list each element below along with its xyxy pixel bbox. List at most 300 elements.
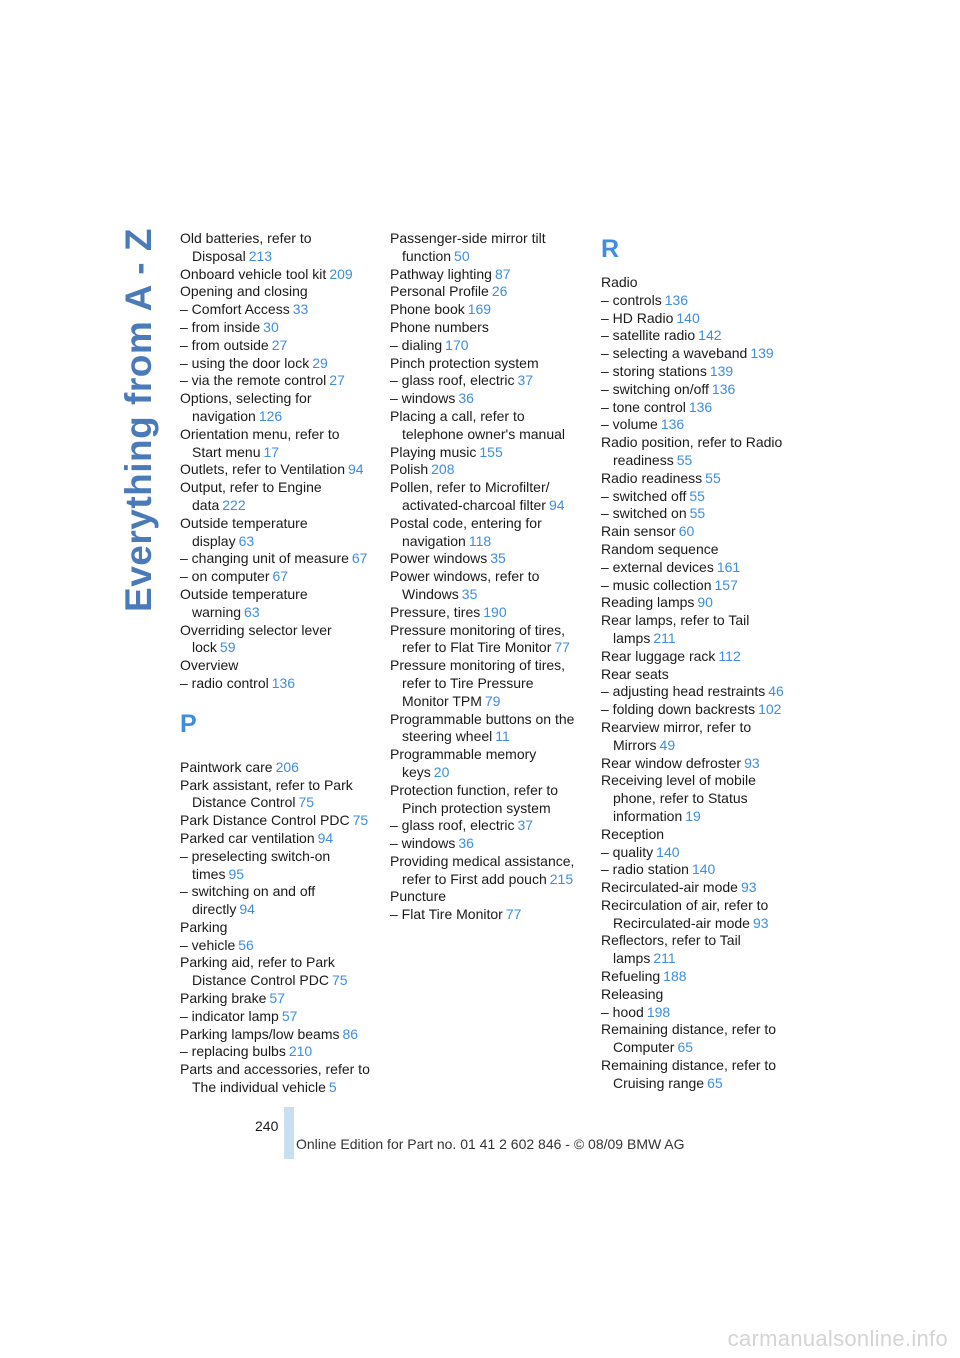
entry-text: Recirculation of air, refer to — [601, 896, 769, 913]
entry-text: Parts and accessories, refer to — [180, 1061, 370, 1078]
page-reference-link[interactable]: 94 — [239, 901, 255, 918]
index-entry — [601, 719, 801, 755]
index-subentry — [390, 390, 590, 408]
entry-text: Overriding selector lever — [180, 621, 332, 638]
page-reference-link[interactable]: 49 — [659, 736, 676, 753]
page-reference-link[interactable]: 118 — [468, 532, 492, 549]
entry-text: Pinch protection system — [402, 799, 551, 816]
page-reference-link[interactable]: 75 — [298, 794, 315, 811]
entry-text: – folding down backrests — [601, 701, 756, 718]
index-entry — [180, 479, 380, 515]
index-entry — [601, 932, 801, 968]
entry-text: telephone owner's manual — [402, 425, 566, 442]
entry-text: Parking aid, refer to Park — [180, 954, 335, 971]
entry-text: refer to Tire Pressure — [402, 674, 534, 691]
entry-text: Polish — [390, 461, 429, 478]
page-reference-link[interactable]: 142 — [698, 327, 722, 344]
entry-text: Parked car ventilation — [180, 829, 315, 846]
page-reference-link[interactable]: 215 — [549, 870, 574, 887]
side-section-title: Everything from A - Z — [118, 228, 159, 612]
index-subentry — [180, 1008, 380, 1026]
page-reference-link[interactable]: 35 — [490, 550, 506, 567]
entry-text: – external devices — [601, 558, 714, 575]
entry-text: Rain sensor — [601, 523, 676, 540]
entry-text: display — [192, 532, 236, 549]
index-entry — [390, 319, 590, 337]
entry-text: – windows — [390, 835, 456, 852]
entry-text: Programmable memory — [390, 746, 537, 763]
page-reference-link[interactable]: 5 — [328, 1079, 337, 1096]
page-reference-link[interactable]: 36 — [458, 390, 474, 407]
index-entry — [180, 830, 380, 848]
entry-text: Orientation menu, refer to — [180, 425, 340, 442]
index-entry — [390, 461, 590, 479]
index-entry — [180, 266, 380, 284]
page-reference-link[interactable]: 211 — [653, 950, 676, 967]
entry-text: – Flat Tire Monitor — [390, 906, 503, 923]
entry-text: – radio control — [180, 674, 269, 691]
index-entry — [390, 746, 590, 782]
section-letter-p: P — [180, 709, 197, 738]
index-entry — [601, 434, 801, 470]
entry-text: Park assistant, refer to Park — [180, 776, 353, 793]
index-entry — [601, 986, 801, 1004]
page-reference-link[interactable]: 161 — [716, 558, 741, 575]
index-entry — [601, 897, 801, 933]
page-reference-link[interactable]: 57 — [281, 1007, 298, 1024]
page-reference-link[interactable]: 11 — [495, 728, 510, 745]
page-reference-link[interactable]: 55 — [676, 451, 693, 468]
index-column-1 — [180, 230, 380, 1097]
entry-text: Opening and closing — [180, 283, 308, 300]
page-reference-link[interactable]: 136 — [660, 416, 685, 433]
entry-text: – vehicle — [180, 936, 236, 953]
index-entry — [601, 1057, 801, 1093]
index-entry — [390, 230, 590, 266]
entry-text: – on computer — [180, 568, 270, 585]
entry-text: Rear lamps, refer to Tail — [601, 612, 750, 629]
entry-text: Power windows, refer to — [390, 568, 540, 585]
entry-text: keys — [402, 763, 431, 780]
entry-text: – radio station — [601, 861, 689, 878]
entry-text: Power windows — [390, 550, 488, 567]
entry-text: – hood — [601, 1003, 644, 1020]
page-reference-link[interactable]: 57 — [269, 990, 285, 1007]
index-entry — [180, 515, 380, 551]
index-subentry — [180, 372, 380, 390]
entry-text: Outside temperature — [180, 514, 308, 531]
entry-text: Recirculated-air mode — [613, 914, 750, 931]
entry-text: Pollen, refer to Microfilter/ — [390, 479, 550, 496]
page-reference-link[interactable]: 213 — [248, 247, 273, 264]
entry-text: Releasing — [601, 985, 664, 1002]
entry-text: Windows — [402, 585, 459, 602]
entry-text: Radio position, refer to Radio — [601, 434, 783, 451]
index-entry — [601, 274, 801, 292]
index-entry — [601, 523, 801, 541]
page-reference-link[interactable]: 55 — [689, 487, 705, 504]
entry-text: – quality — [601, 843, 654, 860]
index-entry — [180, 812, 380, 830]
index-entry — [601, 879, 801, 897]
page-reference-link[interactable]: 94 — [317, 829, 334, 846]
entry-text: Computer — [613, 1039, 675, 1056]
index-entry — [390, 782, 590, 818]
index-subentry — [601, 345, 801, 363]
page-reference-link[interactable]: 35 — [461, 585, 478, 602]
entry-text: – switching on and off — [180, 883, 316, 900]
index-entry — [601, 666, 801, 684]
index-entry — [390, 515, 590, 551]
page-reference-link[interactable]: 169 — [467, 301, 492, 318]
entry-text: Refueling — [601, 968, 661, 985]
page-reference-link[interactable]: 60 — [678, 523, 695, 540]
entry-text: Output, refer to Engine — [180, 479, 322, 496]
index-entry — [180, 1061, 380, 1097]
entry-text: The individual vehicle — [192, 1079, 326, 1096]
page-reference-link[interactable]: 67 — [272, 568, 289, 585]
page-reference-link[interactable]: 26 — [491, 283, 508, 300]
index-column-3 — [601, 230, 801, 1093]
page-number: 240 — [255, 1118, 279, 1134]
entry-text: refer to Flat Tire Monitor — [402, 639, 552, 656]
page-reference-link[interactable]: 140 — [691, 861, 716, 878]
page-reference-link[interactable]: 136 — [271, 674, 296, 691]
entry-text: Pinch protection system — [390, 354, 539, 371]
page-reference-link[interactable]: 198 — [646, 1003, 671, 1020]
entry-text: navigation — [192, 407, 256, 424]
entry-text: – selecting a waveband — [601, 345, 748, 362]
index-subentry — [180, 883, 380, 919]
index-subentry — [180, 301, 380, 319]
index-subentry — [390, 906, 590, 924]
page-reference-link[interactable]: 56 — [238, 936, 254, 953]
index-subentry — [180, 848, 380, 884]
entry-text: – storing stations — [601, 362, 707, 379]
entry-text: Reflectors, refer to Tail — [601, 932, 741, 949]
index-entry — [390, 604, 590, 622]
watermark-text: carmanualsonline.info — [727, 1326, 948, 1351]
page-reference-link[interactable]: 136 — [688, 398, 713, 415]
entry-text: Mirrors — [613, 736, 657, 753]
entry-text: Rear luggage rack — [601, 647, 716, 664]
page-reference-link[interactable]: 94 — [347, 461, 364, 478]
page-reference-link[interactable]: 59 — [219, 639, 236, 656]
index-subentry — [180, 319, 380, 337]
index-entry — [601, 648, 801, 666]
index-entry — [390, 550, 590, 568]
entry-text: navigation — [402, 532, 466, 549]
page-reference-link[interactable]: 211 — [653, 629, 676, 646]
entry-text: – satellite radio — [601, 327, 696, 344]
index-entry — [390, 266, 590, 284]
page-reference-link[interactable]: 170 — [445, 336, 469, 353]
page-reference-link[interactable]: 77 — [505, 906, 522, 923]
index-entry — [390, 408, 590, 444]
index-entry — [390, 622, 590, 658]
entry-text: lamps — [613, 629, 651, 646]
page-reference-link[interactable]: 37 — [517, 372, 534, 389]
index-subentry — [180, 675, 380, 693]
page-reference-link[interactable]: 93 — [752, 914, 769, 931]
index-entry — [601, 772, 801, 825]
index-entry — [180, 1026, 380, 1044]
index-entry — [180, 283, 380, 301]
entry-text: – switching on/off — [601, 380, 709, 397]
page-reference-link[interactable]: 208 — [431, 461, 455, 478]
entry-text: – replacing bulbs — [180, 1043, 286, 1060]
entry-text: refer to First add pouch — [402, 870, 547, 887]
entry-text: Pressure, tires — [390, 603, 481, 620]
index-subentry — [601, 559, 801, 577]
page-reference-link[interactable]: 206 — [275, 758, 299, 775]
index-entry — [390, 283, 590, 301]
page-reference-link[interactable]: 19 — [685, 807, 701, 824]
index-entry — [390, 444, 590, 462]
page-reference-link[interactable]: 30 — [263, 318, 279, 335]
entry-text: Onboard vehicle tool kit — [180, 265, 327, 282]
entry-text: – Comfort Access — [180, 301, 290, 318]
entry-text: Parking — [180, 918, 228, 935]
index-subentry — [601, 683, 801, 701]
index-entry — [180, 390, 380, 426]
index-column-2 — [390, 230, 590, 924]
page-reference-link[interactable]: 27 — [329, 372, 345, 389]
page-reference-link[interactable]: 93 — [740, 879, 757, 896]
index-subentry — [601, 701, 801, 719]
page-reference-link[interactable]: 140 — [676, 309, 700, 326]
page-reference-link[interactable]: 65 — [677, 1039, 694, 1056]
page-reference-link[interactable]: 102 — [758, 701, 782, 718]
entry-text: – music collection — [601, 576, 712, 593]
page-reference-link[interactable]: 87 — [494, 265, 511, 282]
page-reference-link[interactable]: 33 — [292, 301, 309, 318]
page-reference-link[interactable]: 65 — [707, 1074, 723, 1091]
index-entry — [180, 954, 380, 990]
entry-text: Reading lamps — [601, 594, 695, 611]
index-entry — [390, 711, 590, 747]
entry-text: – HD Radio — [601, 309, 674, 326]
index-entry — [180, 919, 380, 937]
page-reference-link[interactable]: 209 — [329, 265, 353, 282]
index-entry — [601, 541, 801, 559]
page-reference-link[interactable]: 93 — [744, 754, 760, 771]
page-reference-link[interactable]: 112 — [718, 647, 741, 664]
page-reference-link[interactable]: 190 — [483, 603, 507, 620]
entry-text: Parking lamps/low beams — [180, 1025, 340, 1042]
entry-text: Disposal — [192, 247, 246, 264]
page-reference-link[interactable]: 36 — [458, 835, 474, 852]
entry-text: information — [613, 807, 683, 824]
page-reference-link[interactable]: 155 — [479, 443, 503, 460]
page-reference-link[interactable]: 139 — [709, 362, 734, 379]
index-subentry — [601, 1004, 801, 1022]
entry-text: – windows — [390, 390, 456, 407]
entry-text: warning — [192, 603, 242, 620]
index-subentry — [601, 861, 801, 879]
page-reference-link[interactable]: 27 — [271, 336, 288, 353]
page-reference-link[interactable]: 63 — [244, 603, 260, 620]
page-reference-link[interactable]: 79 — [484, 692, 501, 709]
index-entry — [601, 612, 801, 648]
page-reference-link[interactable]: 95 — [228, 865, 245, 882]
index-entry — [601, 755, 801, 773]
entry-text: Start menu — [192, 443, 261, 460]
page-reference-link[interactable]: 136 — [664, 291, 689, 308]
page-reference-link[interactable]: 90 — [697, 594, 713, 611]
entry-text: – using the door lock — [180, 354, 310, 371]
entry-text: times — [192, 865, 226, 882]
entry-text: directly — [192, 901, 237, 918]
entry-text: activated-charcoal filter — [402, 496, 546, 513]
entry-text: – glass roof, electric — [390, 817, 515, 834]
index-entry — [601, 594, 801, 612]
entry-text: Options, selecting for — [180, 390, 312, 407]
page-reference-link[interactable]: 20 — [433, 763, 450, 780]
index-subentry — [601, 310, 801, 328]
index-entry — [180, 461, 380, 479]
index-entry — [180, 759, 380, 777]
page-reference-link[interactable]: 157 — [714, 576, 738, 593]
entry-text: Rear window defroster — [601, 754, 742, 771]
entry-text: Receiving level of mobile — [601, 772, 756, 789]
page-reference-link[interactable]: 126 — [258, 407, 283, 424]
entry-text: – glass roof, electric — [390, 372, 515, 389]
page-reference-link[interactable]: 75 — [331, 972, 348, 989]
index-subentry — [601, 399, 801, 417]
entry-text: Distance Control PDC — [192, 972, 329, 989]
index-entry — [180, 990, 380, 1008]
footer-accent-bar — [284, 1107, 294, 1159]
entry-text: Protection function, refer to — [390, 781, 559, 798]
index-subentry — [180, 550, 380, 568]
index-entry — [601, 470, 801, 488]
entry-text: Radio — [601, 274, 638, 290]
page-reference-link[interactable]: 55 — [705, 469, 721, 486]
entry-text: Puncture — [390, 888, 447, 905]
index-entry — [180, 586, 380, 622]
page-reference-link[interactable]: 86 — [342, 1025, 359, 1042]
index-subentry — [180, 337, 380, 355]
index-entry — [601, 1021, 801, 1057]
index-entry — [390, 355, 590, 373]
entry-text: Phone book — [390, 301, 465, 318]
page-reference-link[interactable]: 77 — [554, 639, 570, 656]
page-reference-link[interactable]: 17 — [263, 443, 280, 460]
entry-text: Random sequence — [601, 540, 719, 557]
entry-text: – controls — [601, 291, 662, 308]
entry-text: Rear seats — [601, 665, 669, 682]
index-entry — [180, 426, 380, 462]
entry-text: Paintwork care — [180, 758, 273, 775]
page-reference-link[interactable]: 139 — [750, 345, 774, 362]
entry-text: Old batteries, refer to — [180, 230, 312, 246]
entry-text: Overview — [180, 657, 239, 674]
index-entry — [180, 230, 380, 266]
page-reference-link[interactable]: 210 — [288, 1043, 313, 1060]
index-subentry — [601, 505, 801, 523]
section-letter-r: R — [601, 235, 620, 263]
page-reference-link[interactable]: 37 — [517, 817, 534, 834]
index-entry — [390, 301, 590, 319]
entry-text: Programmable buttons on the — [390, 710, 575, 727]
index-subentry — [601, 577, 801, 595]
entry-text: Radio readiness — [601, 469, 703, 486]
index-entry — [390, 657, 590, 710]
index-entry — [390, 479, 590, 515]
index-entry — [390, 888, 590, 906]
page-reference-link[interactable]: 29 — [312, 354, 328, 371]
entry-text: function — [402, 247, 452, 264]
index-subentry — [180, 937, 380, 955]
entry-text: – preselecting switch-on — [180, 847, 331, 864]
index-subentry — [390, 817, 590, 835]
entry-text: Personal Profile — [390, 283, 489, 300]
page-reference-link[interactable]: 94 — [548, 496, 565, 513]
entry-text: Postal code, entering for — [390, 514, 542, 531]
entry-text: lamps — [613, 950, 651, 967]
index-subentry — [601, 327, 801, 345]
entry-text: Distance Control — [192, 794, 296, 811]
entry-text: Outlets, refer to Ventilation — [180, 461, 345, 478]
page-reference-link[interactable]: 222 — [222, 496, 246, 513]
page-reference-link[interactable]: 67 — [351, 550, 368, 567]
index-subentry — [180, 355, 380, 373]
page-reference-link[interactable]: 55 — [689, 505, 706, 522]
entry-text: Pressure monitoring of tires, — [390, 621, 566, 638]
index-subentry — [390, 835, 590, 853]
index-subentry — [601, 292, 801, 310]
entry-text: Cruising range — [613, 1074, 705, 1091]
entry-text: Rearview mirror, refer to — [601, 718, 752, 735]
entry-text: Playing music — [390, 443, 477, 460]
index-subentry — [180, 1043, 380, 1061]
entry-text: – via the remote control — [180, 372, 327, 389]
page-reference-link[interactable]: 63 — [238, 532, 255, 549]
page-reference-link[interactable]: 140 — [656, 843, 680, 860]
entry-text: Parking brake — [180, 990, 267, 1007]
entry-text: Pressure monitoring of tires, — [390, 657, 566, 674]
page-reference-link[interactable]: 50 — [454, 247, 470, 264]
index-entry — [180, 657, 380, 675]
entry-text: phone, refer to Status — [613, 790, 748, 807]
page-reference-link[interactable]: 136 — [711, 380, 736, 397]
index-entry — [180, 777, 380, 813]
entry-text: – volume — [601, 416, 658, 433]
page-reference-link[interactable]: 188 — [663, 968, 687, 985]
entry-text: – from outside — [180, 336, 269, 353]
page-reference-link[interactable]: 75 — [352, 812, 369, 829]
index-subentry — [601, 381, 801, 399]
entry-text: – from inside — [180, 318, 261, 335]
index-subentry — [601, 488, 801, 506]
index-entry — [180, 622, 380, 658]
index-entry — [390, 568, 590, 604]
entry-text: Placing a call, refer to — [390, 407, 525, 424]
page-reference-link[interactable]: 46 — [768, 683, 784, 700]
entry-text: Remaining distance, refer to — [601, 1057, 777, 1074]
entry-text: Remaining distance, refer to — [601, 1021, 777, 1038]
entry-text: Passenger-side mirror tilt — [390, 230, 546, 246]
index-entry — [390, 853, 590, 889]
entry-text: Outside temperature — [180, 585, 308, 602]
entry-text: readiness — [613, 451, 674, 468]
index-subentry — [390, 372, 590, 390]
entry-text: Monitor TPM — [402, 692, 482, 709]
entry-text: – switched on — [601, 505, 687, 522]
entry-text: Providing medical assistance, — [390, 852, 575, 869]
entry-text: – tone control — [601, 398, 686, 415]
